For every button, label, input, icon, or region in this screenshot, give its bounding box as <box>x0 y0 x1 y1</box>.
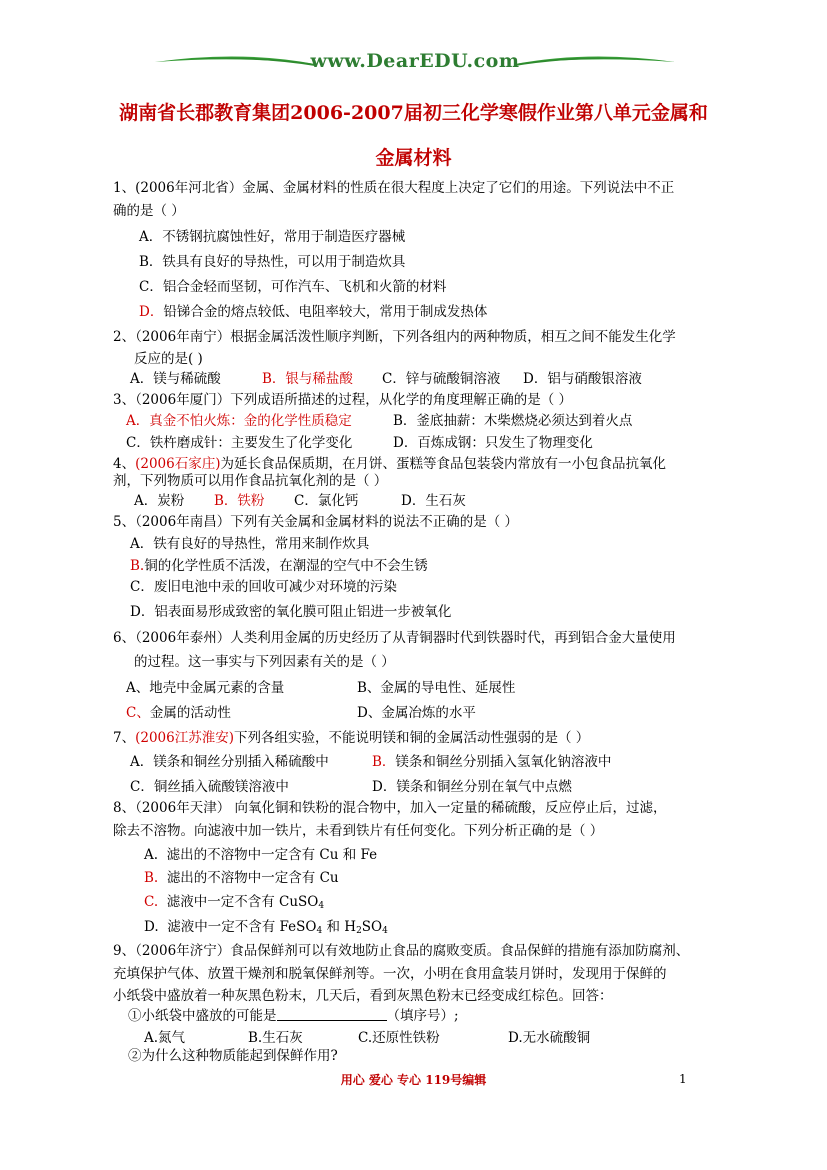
q4-option-b: B．铁粉 <box>214 493 265 509</box>
q7-option-a: A．镁条和铜丝分别插入稀硫酸中 <box>130 754 329 770</box>
q8-stem-line-2: 除去不溶物。向滤液中加一铁片，未看到铁片有任何变化。下列分析正确的是（ ） <box>113 823 604 839</box>
q8-option-b-text: 滤出的不溶物中一定含有 Cu <box>166 870 339 886</box>
page-footer: 用心 爱心 专心 119号编辑 <box>340 1073 487 1087</box>
q1-option-d-letter: D． <box>139 304 164 320</box>
q5-option-b-letter: B. <box>130 558 145 574</box>
q4-number: 4、 <box>113 456 136 472</box>
q9-answer-blank[interactable] <box>277 1008 387 1021</box>
q8-option-b-letter: B. <box>144 870 159 886</box>
q7-option-c: C．铜丝插入硫酸镁溶液中 <box>130 779 289 795</box>
q7-stem-text: 下列各组实验，不能说明镁和铜的金属活动性强弱的是（ ） <box>233 730 590 746</box>
q8-option-d-text-3: SO <box>361 919 383 935</box>
q8-option-d-sub-2: 2 <box>356 926 362 936</box>
q5-option-b-text: 铜的化学性质不活泼，在潮湿的空气中不会生锈 <box>144 558 428 574</box>
q9-option-c: C.还原性铁粉 <box>358 1030 440 1046</box>
q4-option-c: C．氯化钙 <box>294 493 359 509</box>
q8-option-d-text-2: 和 H <box>322 919 357 935</box>
q6-option-b: B、金属的导电性、延展性 <box>357 680 516 696</box>
q3-stem: 3、（2006年厦门）下列成语所描述的过程，从化学的角度理解正确的是（ ） <box>113 392 572 408</box>
q7-option-b-text: 镁条和铜丝分别插入氢氧化钠溶液中 <box>395 754 612 770</box>
q6-option-c-letter: C、 <box>126 705 150 721</box>
q8-option-b <box>144 869 339 887</box>
q9-sub1-suffix: （填序号）; <box>386 1008 459 1024</box>
q6-stem-line-1: 6、（2006年泰州）人类利用金属的历史经历了从青铜器时代到铁器时代，再到铝合金大量使用 <box>113 630 676 646</box>
q4-option-a: A．炭粉 <box>134 493 185 509</box>
logo-text: www.DearEDU.com <box>310 50 520 72</box>
q5-option-c: C．废旧电池中汞的回收可减少对环境的污染 <box>130 579 397 595</box>
q8-option-a-text: 滤出的不溶物中一定含有 Cu 和 Fe <box>166 847 378 863</box>
q7-source: (2006江苏淮安) <box>135 730 234 746</box>
page-number: 1 <box>679 1072 687 1086</box>
q6-stem-line-2: 的过程。这一事实与下列因素有关的是（ ） <box>134 654 395 670</box>
q9-stem-line-1: 9、（2006年济宁）食品保鲜剂可以有效地防止食品的腐败变质。食品保鲜的措施有添加防腐剂、 <box>113 943 690 959</box>
q1-option-a: A．不锈钢抗腐蚀性好，常用于制造医疗器械 <box>139 229 406 245</box>
page-title-line-2: 金属材料 <box>375 147 452 169</box>
q4-option-d: D．生石灰 <box>401 493 466 509</box>
q9-sub-question-1 <box>128 1007 459 1025</box>
q1-stem-line-2: 确的是（ ） <box>113 203 185 219</box>
q7-option-d: D．镁条和铜丝分别在氧气中点燃 <box>372 779 572 795</box>
q7-stem <box>113 729 589 747</box>
q9-sub1-prefix: ①小纸袋中盛放的可能是 <box>128 1008 277 1024</box>
q2-option-d: D．铝与硝酸银溶液 <box>523 371 642 387</box>
q8-option-c-letter: C. <box>144 894 159 910</box>
q2-option-a: A．镁与稀硫酸 <box>130 371 221 387</box>
q9-option-d: D.无水硫酸铜 <box>508 1030 591 1046</box>
q8-option-a <box>144 846 377 864</box>
q4-stem-line-1 <box>113 455 666 473</box>
q8-option-d-letter: D. <box>144 919 159 935</box>
q6-option-c <box>126 704 231 722</box>
q7-option-b-letter: B． <box>372 754 396 770</box>
q8-stem-line-1: 8、（2006年天津） 向氧化铜和铁粉的混合物中，加入一定量的稀硫酸，反应停止后，过滤， <box>113 800 667 816</box>
q1-option-d-text: 铅锑合金的熔点较低、电阻率较大，常用于制成发热体 <box>163 304 488 320</box>
q8-option-c <box>144 893 324 915</box>
q4-stem-line-2: 剂，下列物质可以用作食品抗氧化剂的是（ ） <box>113 473 388 489</box>
q8-option-d-sub-1: 4 <box>316 926 323 936</box>
q9-option-a: A.氮气 <box>144 1030 186 1046</box>
q3-option-a: A．真金不怕火炼：金的化学性质稳定 <box>126 413 352 429</box>
q6-option-d: D、金属冶炼的水平 <box>357 705 476 721</box>
q5-option-b <box>130 557 428 575</box>
q3-option-c: C．铁杵磨成针：主要发生了化学变化 <box>126 435 353 451</box>
q8-option-c-text: 滤液中一定不含有 CuSO <box>166 894 319 910</box>
q6-option-a: A、地壳中金属元素的含量 <box>126 680 285 696</box>
q9-stem-line-3: 小纸袋中盛放着一种灰黑色粉末，几天后，看到灰黑色粉末已经变成红棕色。回答： <box>113 988 613 1004</box>
q3-option-b: B．釜底抽薪：木柴燃烧必须达到着火点 <box>393 413 633 429</box>
q7-option-b <box>372 753 611 771</box>
q5-option-a: A．铁有良好的导热性，常用来制作炊具 <box>130 536 370 552</box>
q1-option-c: C．铝合金轻而坚韧，可作汽车、飞机和火箭的材料 <box>139 279 447 295</box>
q2-option-c: C．锌与硫酸铜溶液 <box>382 371 501 387</box>
q5-stem: 5、（2006年南昌）下列有关金属和金属材料的说法不正确的是（ ） <box>113 514 518 530</box>
q2-stem-line-2: 反应的是( ) <box>134 351 203 367</box>
q8-option-a-letter: A. <box>144 847 159 863</box>
page-title-line-1: 湖南省长郡教育集团2006-2007届初三化学寒假作业第八单元金属和 <box>119 102 708 124</box>
q9-option-b: B.生石灰 <box>248 1030 303 1046</box>
q7-number: 7、 <box>113 730 136 746</box>
q1-stem-line-1: 1、(2006年河北省）金属、金属材料的性质在很大程度上决定了它们的用途。下列说法中不正 <box>113 180 675 196</box>
q4-source: (2006石家庄) <box>135 456 221 472</box>
q8-option-d-sub-3: 4 <box>382 926 388 936</box>
q9-sub-question-2: ②为什么这种物质能起到保鲜作用? <box>128 1048 338 1064</box>
q1-option-d <box>139 303 487 321</box>
q8-option-c-subscript: 4 <box>318 901 325 911</box>
q2-stem-line-1: 2、（2006年南宁）根据金属活泼性顺序判断，下列各组内的两种物质，相互之间不能发生化学 <box>113 329 676 345</box>
q3-option-d: D．百炼成钢：只发生了物理变化 <box>393 435 593 451</box>
q8-option-d <box>144 918 388 940</box>
q8-option-d-text-1: 滤液中一定不含有 FeSO <box>167 919 317 935</box>
q4-stem-text: 为延长食品保质期，在月饼、蛋糕等食品包装袋内常放有一小包食品抗氧化 <box>220 456 666 472</box>
q2-option-b: B．银与稀盐酸 <box>262 371 353 387</box>
q1-option-b: B．铁具有良好的导热性，可以用于制造炊具 <box>139 254 406 270</box>
q9-stem-line-2: 充填保护气体、放置干燥剂和脱氧保鲜剂等。一次，小明在食用盒装月饼时，发现用于保鲜的 <box>113 966 667 982</box>
q6-option-c-text: 金属的活动性 <box>149 705 231 721</box>
site-logo <box>150 40 680 90</box>
q5-option-d: D．铝表面易形成致密的氧化膜可阻止铝进一步被氧化 <box>130 604 452 620</box>
